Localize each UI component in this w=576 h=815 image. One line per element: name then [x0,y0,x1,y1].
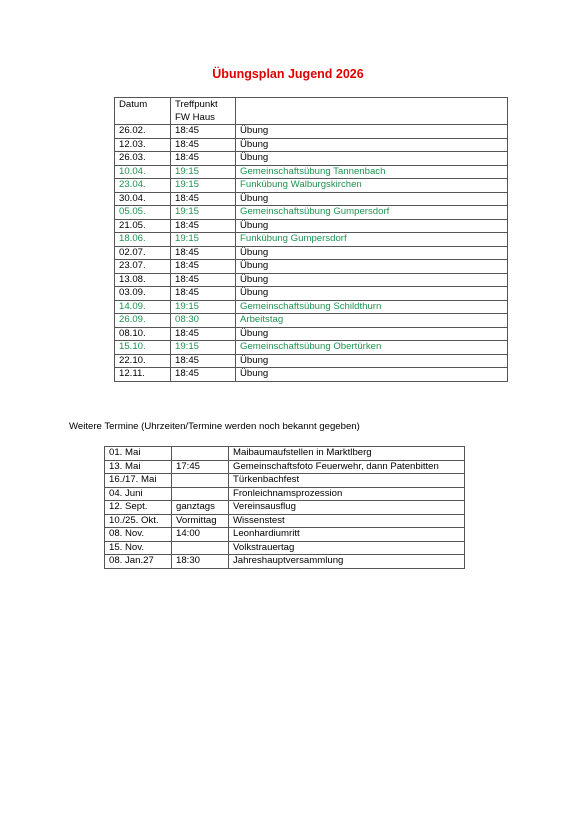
time-cell: 18:45 [171,138,236,152]
event-cell: Übung [236,246,508,260]
table-row [115,327,508,341]
time-cell: 19:15 [171,179,236,193]
event-cell: Übung [236,327,508,341]
time-cell: 18:45 [171,246,236,260]
time-cell: 19:15 [171,300,236,314]
date-cell: 26.09. [115,314,171,328]
date-cell: 08.10. [115,327,171,341]
date-cell: 12.11. [115,368,171,382]
event-cell: Gemeinschaftsfoto Feuerwehr, dann Patenbitten [229,460,465,474]
time-cell [172,474,229,488]
time-cell: 19:15 [171,233,236,247]
table-row [115,206,508,220]
time-cell: 08:30 [171,314,236,328]
page-title: Übungsplan Jugend 2026 [212,67,364,81]
practice-schedule-table [114,97,508,382]
time-cell: 18:45 [171,125,236,139]
time-cell: 18:45 [171,327,236,341]
date-cell: 01. Mai [105,447,172,461]
table-row [115,138,508,152]
date-cell: 02.07. [115,246,171,260]
date-cell: 21.05. [115,219,171,233]
date-cell: 23.04. [115,179,171,193]
date-cell: 12. Sept. [105,501,172,515]
header-treffpunkt-line2: FW Haus [175,112,215,123]
header-event [236,98,508,125]
date-cell: 14.09. [115,300,171,314]
table-row [105,474,465,488]
additional-dates-table [104,446,465,569]
date-cell: 26.03. [115,152,171,166]
event-cell: Übung [236,125,508,139]
event-cell: Übung [236,368,508,382]
table-row [105,447,465,461]
event-cell: Übung [236,138,508,152]
table-row [105,501,465,515]
event-cell: Übung [236,192,508,206]
table-row [105,555,465,569]
time-cell: 19:15 [171,206,236,220]
table-row [115,354,508,368]
date-cell: 10.04. [115,165,171,179]
time-cell [172,447,229,461]
date-cell: 15.10. [115,341,171,355]
table-header-row [115,98,508,125]
event-cell: Übung [236,354,508,368]
header-treffpunkt-line1: Treffpunkt [175,99,218,110]
time-cell: 18:45 [171,287,236,301]
date-cell: 30.04. [115,192,171,206]
time-cell: ganztags [172,501,229,515]
time-cell [172,487,229,501]
table-row [115,179,508,193]
time-cell: 18:45 [171,368,236,382]
event-cell: Funkübung Walburgskirchen [236,179,508,193]
date-cell: 16./17. Mai [105,474,172,488]
event-cell: Gemeinschaftsübung Gumpersdorf [236,206,508,220]
table-row [115,165,508,179]
date-cell: 13.08. [115,273,171,287]
event-cell: Übung [236,260,508,274]
time-cell: 17:45 [172,460,229,474]
date-cell: 22.10. [115,354,171,368]
event-cell: Vereinsausflug [229,501,465,515]
event-cell: Jahreshauptversammlung [229,555,465,569]
table-row [115,233,508,247]
event-cell: Türkenbachfest [229,474,465,488]
time-cell: 18:45 [171,192,236,206]
table-row [115,125,508,139]
time-cell: 18:30 [172,555,229,569]
table-row [115,314,508,328]
event-cell: Gemeinschaftsübung Tannenbach [236,165,508,179]
event-cell: Arbeitstag [236,314,508,328]
time-cell: 18:45 [171,354,236,368]
header-datum: Datum [115,98,171,125]
table-row [115,300,508,314]
time-cell [172,541,229,555]
table-row [115,341,508,355]
date-cell: 03.09. [115,287,171,301]
table-row [115,273,508,287]
table-row [105,514,465,528]
date-cell: 08. Jan.27 [105,555,172,569]
time-cell: 19:15 [171,341,236,355]
event-cell: Gemeinschaftsübung Schildthurn [236,300,508,314]
date-cell: 12.03. [115,138,171,152]
table-row [115,260,508,274]
date-cell: 05.05. [115,206,171,220]
date-cell: 10./25. Okt. [105,514,172,528]
table-row [115,219,508,233]
time-cell: 18:45 [171,273,236,287]
event-cell: Wissenstest [229,514,465,528]
date-cell: 23.07. [115,260,171,274]
event-cell: Volkstrauertag [229,541,465,555]
table-row [115,246,508,260]
time-cell: 18:45 [171,152,236,166]
date-cell: 08. Nov. [105,528,172,542]
table-row [105,487,465,501]
event-cell: Übung [236,152,508,166]
event-cell: Übung [236,273,508,287]
time-cell: 18:45 [171,260,236,274]
table-row [105,541,465,555]
date-cell: 04. Juni [105,487,172,501]
time-cell: 14:00 [172,528,229,542]
table-row [115,368,508,382]
date-cell: 26.02. [115,125,171,139]
event-cell: Fronleichnamsprozession [229,487,465,501]
table-row [115,287,508,301]
table-row [115,192,508,206]
time-cell: Vormittag [172,514,229,528]
event-cell: Funkübung Gumpersdorf [236,233,508,247]
date-cell: 13. Mai [105,460,172,474]
table-row [105,460,465,474]
additional-dates-heading: Weitere Termine (Uhrzeiten/Termine werden noch bekannt gegeben) [69,421,360,432]
event-cell: Gemeinschaftsübung Obertürken [236,341,508,355]
event-cell: Übung [236,287,508,301]
table-row [115,152,508,166]
table-row [105,528,465,542]
date-cell: 15. Nov. [105,541,172,555]
event-cell: Maibaumaufstellen in Marktlberg [229,447,465,461]
date-cell: 18.06. [115,233,171,247]
time-cell: 19:15 [171,165,236,179]
event-cell: Übung [236,219,508,233]
header-treffpunkt [171,98,236,125]
event-cell: Leonhardiumritt [229,528,465,542]
time-cell: 18:45 [171,219,236,233]
